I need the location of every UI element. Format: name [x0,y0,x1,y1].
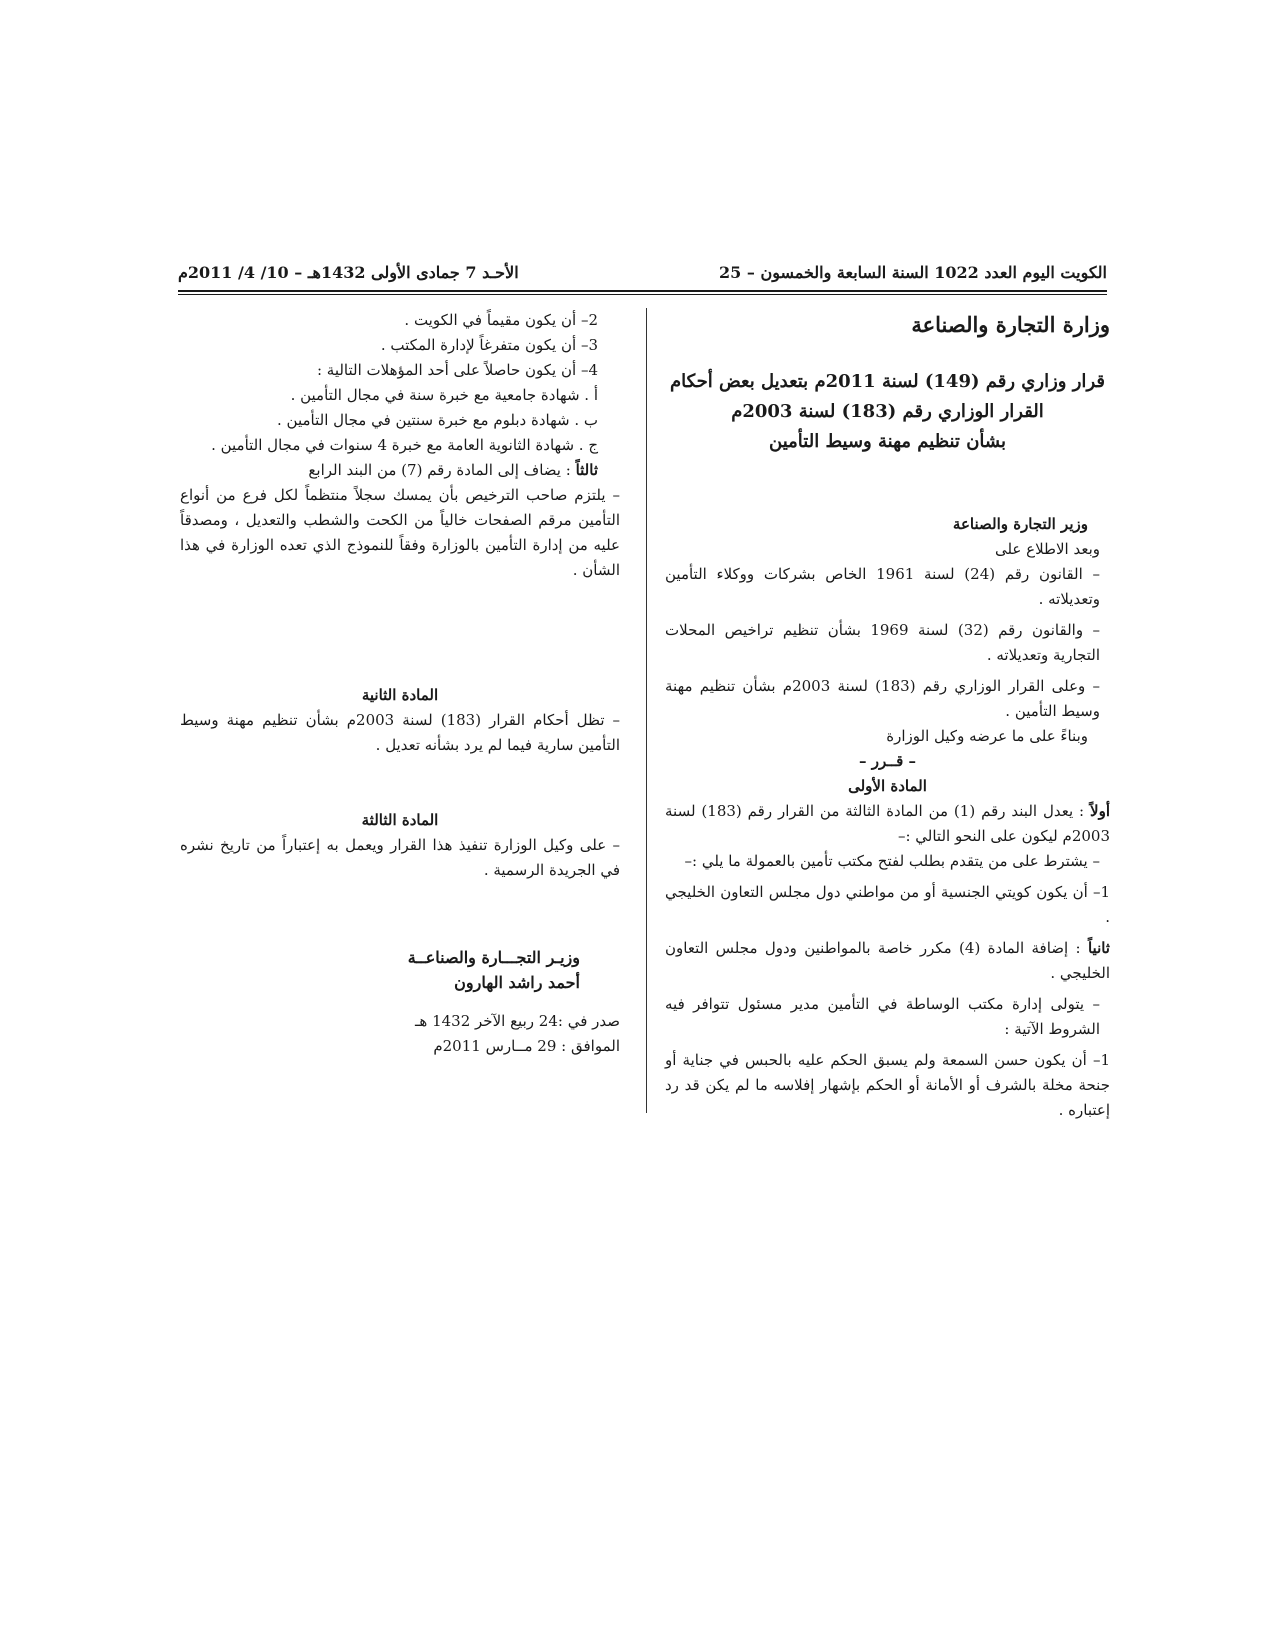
decision-183-clause: – وعلى القرار الوزاري رقم (183) لسنة 2003م بشأن تنظيم مهنة وسيط التأمين . [665,677,1100,720]
decision-title-line: بشأن تنظيم مهنة وسيط التأمين [769,431,1006,452]
second-clause [665,936,1110,986]
decision-title [665,367,1110,457]
qualification-c: ج . شهادة الثانوية العامة مع خبرة 4 سنوات في مجال التأمين . [211,436,598,454]
issued-date: صدر في :24 ربيع الآخر 1432 هـ [415,1012,620,1030]
page-header [178,260,1107,284]
left-column [180,308,620,1059]
qualification-b: ب . شهادة دبلوم مع خبرة سنتين في مجال التأمين . [277,411,598,429]
signature-name: أحمد راشد الهارون [454,973,580,992]
first-clause [665,799,1110,849]
ministry-title: وزارة التجارة والصناعة [911,312,1110,337]
second-item-1: 1– أن يكون حسن السمعة ولم يسبق الحكم عليه بالحبس في جناية أو جنحة مخلة بالشرف أو الأمانة أو الحكم بإشهار إفلاسه ما لم يكن قد رد إعتباره . [665,1051,1110,1119]
article-2-heading: المادة الثانية [361,686,439,704]
right-column [665,312,1110,1123]
condition-item-4: 4– أن يكون حاصلاً على أحد المؤهلات التالية : [316,361,598,379]
law-24-clause: – القانون رقم (24) لسنة 1961 الخاص بشركات ووكلاء التأمين وتعديلاته . [665,565,1101,608]
third-label: ثالثاً [575,461,598,479]
first-text: : يعدل البند رقم (1) من المادة الثالثة من القرار رقم (183) لسنة 2003م ليكون على النحو التالي :– [665,802,1110,845]
corresponding-date: الموافق : 29 مــارس 2011م [433,1037,620,1055]
decision-title-line: القرار الوزاري رقم (183) لسنة 2003م [731,401,1044,422]
condition-item-2: 2– أن يكون مقيماً في الكويت . [404,311,598,329]
signature-title: وزيـر التجـــارة والصناعــة [407,948,580,967]
article-2-text: – تظل أحكام القرار (183) لسنة 2003م بشأن تنظيم مهنة وسيط التأمين سارية فيما لم يرد بشأنه تعديل . [180,711,620,754]
article-3-text: – على وكيل الوزارة تنفيذ هذا القرار ويعمل به إعتباراً من تاريخ نشره في الجريدة الرسمية . [180,836,620,879]
first-label: أولاً [1090,802,1110,820]
decided-label: – قــرر – [859,752,916,770]
third-text: : يضاف إلى المادة رقم (7) من البند الرابع [308,461,571,479]
qualification-a: أ . شهادة جامعية مع خبرة سنة في مجال التأمين . [290,386,598,404]
decision-title-line: قرار وزاري رقم (149) لسنة 2011م بتعديل بعض أحكام [670,371,1105,392]
law-32-clause: – والقانون رقم (32) لسنة 1969 بشأن تنظيم تراخيص المحلات التجارية وتعديلاته . [665,621,1100,664]
third-body: – يلتزم صاحب الترخيص بأن يمسك سجلاً منتظماً لكل فرع من أنواع التأمين مرقم الصفحات خالياً من الكحت والشطب والتعديل ، ومصدقاً عليه من إدارة التأمين بالوزارة وفقاً للنموذج الذي تعده الوزارة في هذا الشأن . [180,486,620,579]
header-rule-thin [178,294,1107,295]
second-body: – يتولى إدارة مكتب الوساطة في التأمين مدير مسئول تتوافر فيه الشروط الآتية : [665,995,1100,1038]
after-review: وبعد الاطلاع على [994,540,1100,558]
header-issue-info: الكويت اليوم العدد 1022 السنة السابعة والخمسون – 25 [719,262,1107,282]
first-condition: – يشترط على من يتقدم بطلب لفتح مكتب تأمين بالعمولة ما يلي :– [684,852,1100,870]
column-divider [646,308,647,1113]
second-label: ثانياً [1087,939,1110,957]
header-date: الأحـد 7 جمادى الأولى 1432هـ – 10/ 4/ 2011م [178,262,519,282]
third-clause [180,458,620,483]
article-1-heading: المادة الأولى [848,777,927,795]
condition-item-3: 3– أن يكون متفرغاً لإدارة المكتب . [380,336,598,354]
article-3-heading: المادة الثالثة [361,811,439,829]
header-rule [178,290,1107,292]
based-on: وبناءً على ما عرضه وكيل الوزارة [886,727,1088,745]
second-text: : إضافة المادة (4) مكرر خاصة بالمواطنين ودول مجلس التعاون الخليجي . [665,939,1110,982]
minister-label: وزير التجارة والصناعة [952,515,1088,533]
condition-item-1: 1– أن يكون كويتي الجنسية أو من مواطني دول مجلس التعاون الخليجي . [665,883,1110,926]
